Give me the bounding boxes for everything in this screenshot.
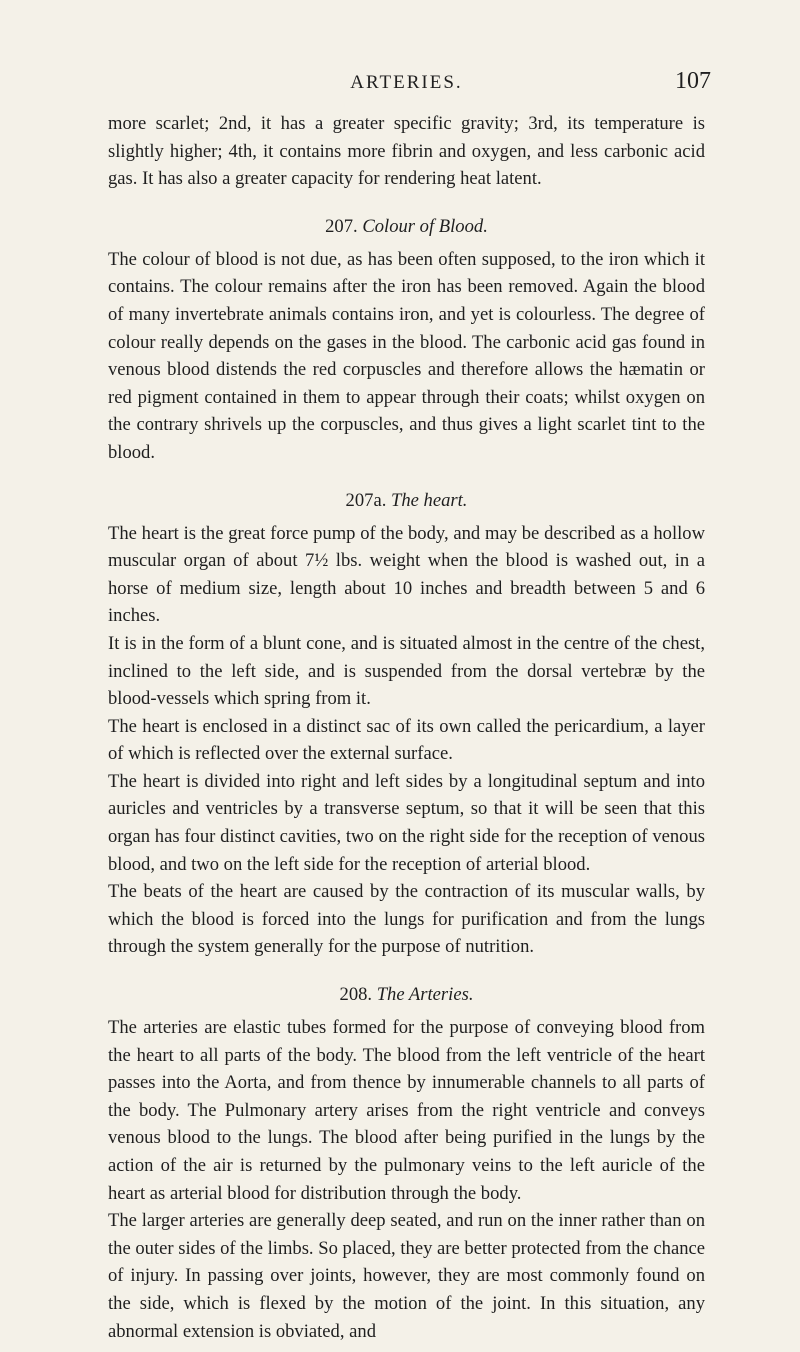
paragraph: The beats of the heart are caused by the contraction of its muscular walls, by which the blood is forced into the lungs for purification and from the lungs through the system generally for the purpose of nutrition.: [108, 881, 705, 958]
paragraph: It is in the form of a blunt cone, and is situated almost in the centre of the chest, inclined to the left side, and is suspended from the dorsal vertebræ by the blood-vessels which spring from it.: [108, 632, 705, 710]
paragraph: The arteries are elastic tubes formed for the purpose of conveying blood from the heart to all parts of the body. The blood from the left ventricle of the heart passes into the Aorta, and from thence by innumerable channels to all parts of the body. The Pulmonary artery arises from the right ventricle and conveys venous blood to the lungs. The blood after being purified in the lungs by the action of the air is returned by the pulmonary veins to the left auricle of the heart as arterial blood for distribution through the body.: [108, 1017, 705, 1204]
paragraph: The colour of blood is not due, as has been often supposed, to the iron which it contains. The colour remains after the iron has been removed. Again the blood of many invertebrate animals contains iron, and yet is colourless. The degree of colour really depends on the gases in the blood. The carbonic acid gas found in venous blood distends the red corpuscles and therefore allows the hæmatin or red pigment contained in them to appear through their coats; whilst oxygen on the contrary shrivels up the corpuscles, and thus gives a light scarlet tint to the blood.: [108, 248, 705, 463]
paragraph: The heart is divided into right and left sides by a longitudinal septum and into auricles and ventricles by a transverse septum, so that it will be seen that this organ has four distinct cavities, two on the right side for the reception of venous blood, and two on the left side for the reception of arterial blood.: [108, 770, 705, 875]
paragraph: The larger arteries are generally deep seated, and run on the inner rather than on the outer sides of the limbs. So placed, they are better protected from the chance of injury. In passing over joints, however, they are most commonly found on the side, which is flexed by the motion of the joint. In this situation, any abnormal extension is obviated, and: [108, 1210, 705, 1342]
section-title: The Arteries.: [376, 984, 474, 1006]
section-heading: [108, 487, 705, 514]
paragraph: The heart is enclosed in a distinct sac of its own called the pericardium, a layer of which is reflected over the external surface.: [108, 715, 705, 765]
intro-paragraph: more scarlet; 2nd, it has a greater specific gravity; 3rd, its temperature is slightly higher; 4th, it contains more fibrin and oxygen, and less carbonic acid gas. It has also a greater capacity for rendering heat latent.: [108, 113, 705, 190]
section-number: 207.: [325, 215, 358, 237]
section-title: Colour of Blood.: [362, 215, 488, 237]
page-number: 107: [675, 68, 711, 94]
section-heading: [108, 213, 705, 240]
paragraph: The heart is the great force pump of the body, and may be described as a hollow muscular organ of about 7½ lbs. weight when the blood is washed out, in a horse of medium size, length about 10 inches and breadth between 5 and 6 inches.: [108, 522, 705, 627]
section-number: 208.: [339, 984, 373, 1006]
section-207a: [108, 487, 705, 962]
section-number: 207a.: [345, 489, 387, 511]
section-heading: [108, 981, 705, 1008]
section-208: [108, 981, 705, 1345]
section-title: The heart.: [391, 489, 468, 511]
running-title: ARTERIES.: [350, 72, 463, 93]
section-207: [108, 213, 705, 467]
running-head: [108, 68, 711, 106]
